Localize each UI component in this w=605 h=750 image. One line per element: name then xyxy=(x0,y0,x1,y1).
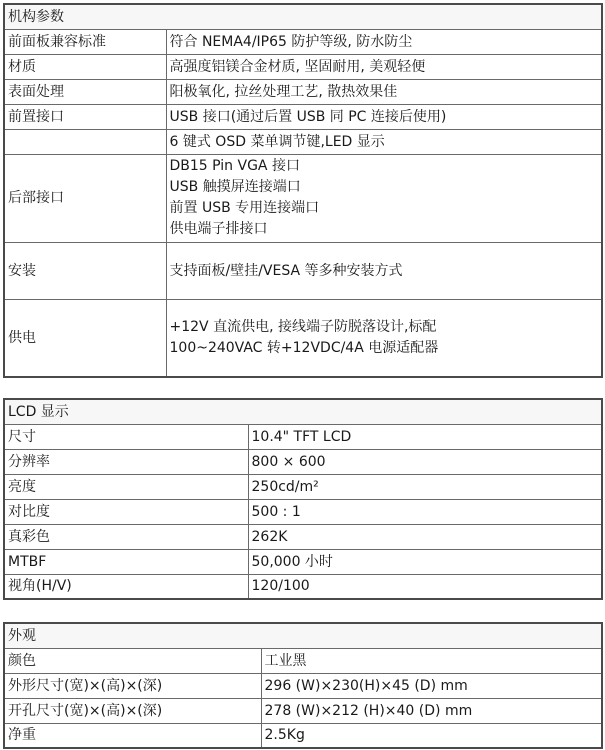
row-value: 296 (W)×230(H)×45 (D) mm xyxy=(261,673,602,698)
value-line: 100~240VAC 转+12VDC/4A 电源适配器 xyxy=(169,339,439,356)
row-value-lines xyxy=(166,154,602,242)
row-value-lines xyxy=(166,299,602,377)
table-row xyxy=(4,474,602,499)
row-label: 后部接口 xyxy=(4,154,166,242)
row-value: 800 × 600 xyxy=(248,449,602,474)
appearance-table xyxy=(3,622,603,749)
row-value: 工业黑 xyxy=(261,648,602,673)
row-value: 50,000 小时 xyxy=(248,549,602,574)
row-label: 亮度 xyxy=(4,474,248,499)
row-value: 6 键式 OSD 菜单调节键,LED 显示 xyxy=(166,129,602,154)
row-value: USB 接口(通过后置 USB 同 PC 连接后使用) xyxy=(166,104,602,129)
row-label: 安装 xyxy=(4,242,166,299)
table-row xyxy=(4,29,602,54)
value-line: 前置 USB 专用连接端口 xyxy=(169,200,320,216)
row-label: 材质 xyxy=(4,54,166,79)
table-row xyxy=(4,698,602,723)
table-row xyxy=(4,673,602,698)
table-row xyxy=(4,154,602,242)
row-label: 分辨率 xyxy=(4,449,248,474)
table-row xyxy=(4,129,602,154)
row-value: 120/100 xyxy=(248,574,602,599)
table-row xyxy=(4,723,602,748)
row-label: MTBF xyxy=(4,549,248,574)
table-row xyxy=(4,574,602,599)
table-row xyxy=(4,449,602,474)
row-label: 开孔尺寸(宽)×(高)×(深) xyxy=(4,698,261,723)
row-value: 278 (W)×212 (H)×40 (D) mm xyxy=(261,698,602,723)
row-value: 阳极氧化, 拉丝处理工艺, 散热效果佳 xyxy=(166,79,602,104)
row-value: 500 : 1 xyxy=(248,499,602,524)
lcd-display-table xyxy=(3,398,603,600)
table-row xyxy=(4,79,602,104)
value-line: 供电端子排接口 xyxy=(169,221,268,237)
value-line: USB 触摸屏连接端口 xyxy=(169,179,301,195)
table-row xyxy=(4,299,602,377)
row-value: 2.5Kg xyxy=(261,723,602,748)
table-row xyxy=(4,424,602,449)
section-title: 外观 xyxy=(4,623,602,648)
row-label: 真彩色 xyxy=(4,524,248,549)
table-row xyxy=(4,648,602,673)
table-row xyxy=(4,549,602,574)
row-value: 高强度铝镁合金材质, 坚固耐用, 美观轻便 xyxy=(166,54,602,79)
row-label: 前置接口 xyxy=(4,104,166,129)
table-row xyxy=(4,524,602,549)
table-row xyxy=(4,54,602,79)
section-title: LCD 显示 xyxy=(4,399,602,424)
row-value: 10.4" TFT LCD xyxy=(248,424,602,449)
row-label: 净重 xyxy=(4,723,261,748)
row-label: 视角(H/V) xyxy=(4,574,248,599)
value-line: DB15 Pin VGA 接口 xyxy=(169,158,300,174)
section-title: 机构参数 xyxy=(4,4,602,29)
row-label: 外形尺寸(宽)×(高)×(深) xyxy=(4,673,261,698)
mechanical-params-table xyxy=(3,3,603,378)
table-row xyxy=(4,242,602,299)
table-row xyxy=(4,499,602,524)
row-label: 尺寸 xyxy=(4,424,248,449)
table-row xyxy=(4,104,602,129)
row-label: 对比度 xyxy=(4,499,248,524)
row-value: 符合 NEMA4/IP65 防护等级, 防水防尘 xyxy=(166,29,602,54)
row-value: 262K xyxy=(248,524,602,549)
row-value: 250cd/m² xyxy=(248,474,602,499)
row-label xyxy=(4,129,166,154)
row-value: 支持面板/壁挂/VESA 等多种安装方式 xyxy=(166,242,602,299)
row-label: 表面处理 xyxy=(4,79,166,104)
value-line: +12V 直流供电, 接线端子防脱落设计,标配 xyxy=(169,318,437,335)
row-label: 前面板兼容标准 xyxy=(4,29,166,54)
row-label: 颜色 xyxy=(4,648,261,673)
row-label: 供电 xyxy=(4,299,166,377)
